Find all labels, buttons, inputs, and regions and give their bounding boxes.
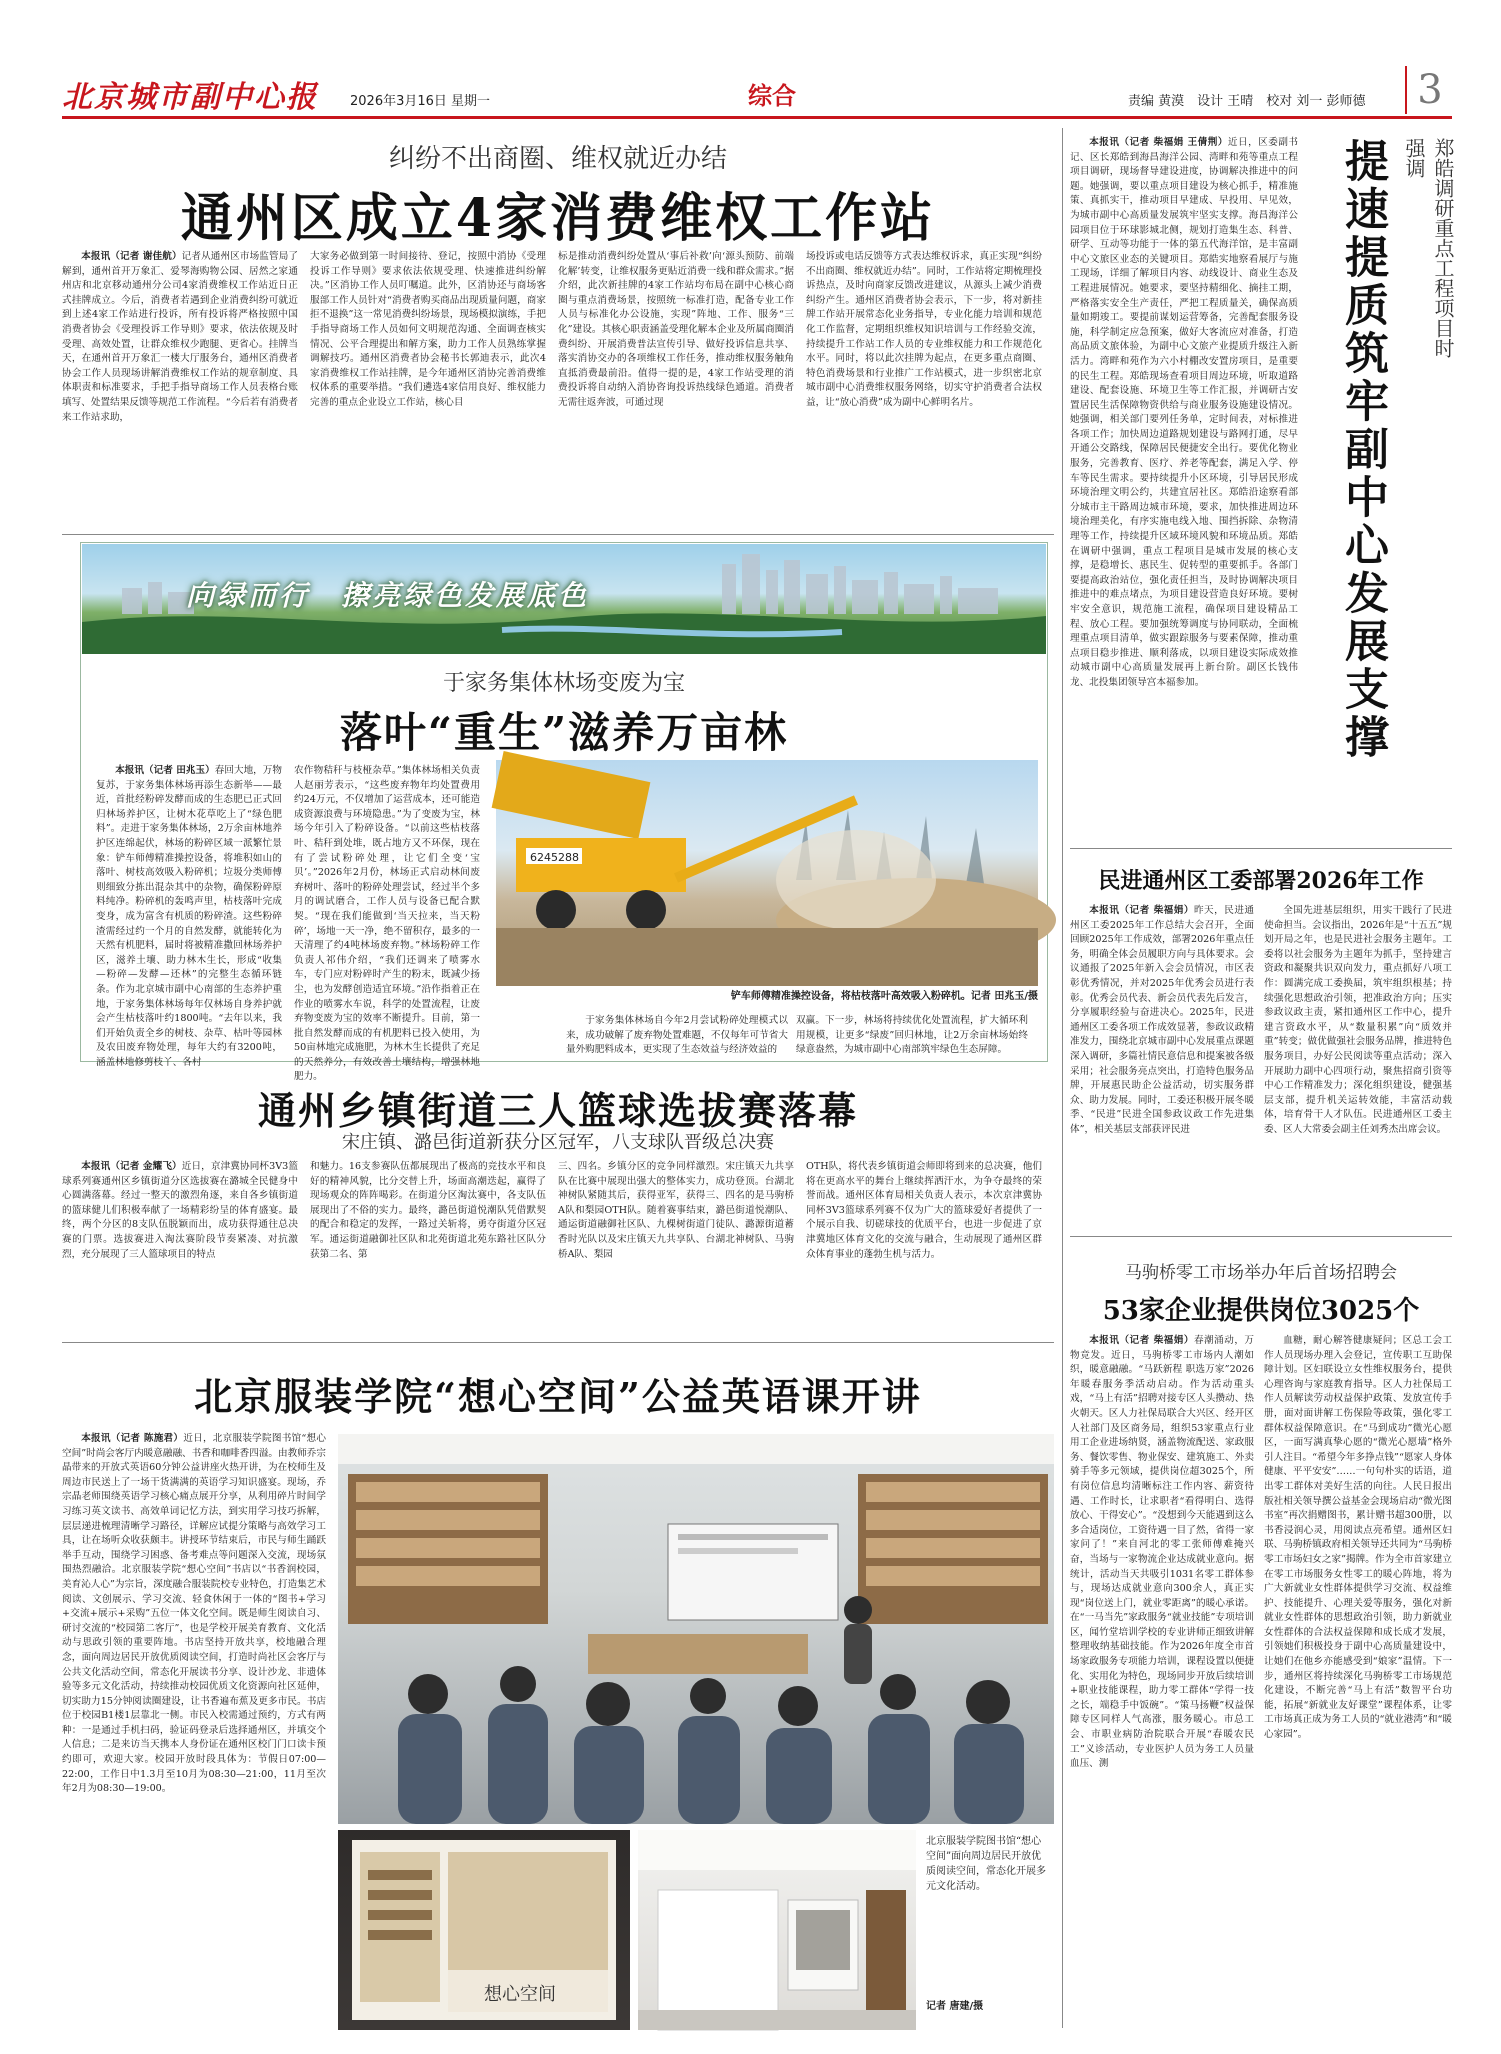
right-bottom-col2: 血糖，耐心解答健康疑问；区总工会工作人员现场办理入会登记，宣传职工互助保障计划。区妇联设立女性维权服务台，提供心理咨询与家庭教育指导。区人力社保局工作人员解读劳动权益保护政策、发放宣传手册，面对面讲解工伤保险等政策，强化零工群体权益保障意识。在“马到成功”微光心愿区，一面写满真挚心愿的“微光心愿墙”格外引人注目。“希望今年多挣点钱”“愿家人身体健康、平平安安”……一句句朴实的话语，道出零工群体对美好生活的向往。人民日报出版社相关领导撰公益基金会现场启动“微光图书室”再次捐赠图书，累计赠书超300册，以书香浸润心灵，用阅读点亮希望。通州区妇联、马驹桥镇政府相关领导还共同为“马驹桥零工市场妇女之家”揭牌。作为全市首家建立在零工市场服务女性零工的暖心阵地，将为广大新就业女性群体提供学习交流、权益维护、技能提升、心理关爱等服务，强化对新就业女性群体的思想政治引领，助力新就业女性群体的合法权益保障和成长成才发展，引领她们积极投身于副中心高质量建设中，让她们在他乡亦能感受到“娘家”温情。下一步，通州区将持续深化马驹桥零工市场规范化建设，不断完善“马上有活”数智平台功能，拓展“新就业友好课堂”课程体系，让零工市场真正成为务工人员的“就业港湾”和“暖心家园”。 — [1264, 1335, 1452, 1741]
divider — [62, 534, 1054, 535]
story1-col1 — [62, 250, 298, 530]
column-divider — [1062, 128, 1063, 2028]
right-top-byline: 本报讯（记者 柴福娟 王倩荆） — [1089, 137, 1228, 148]
bookstore-sign: 想心空间 — [484, 1984, 556, 2005]
section-name: 综合 — [748, 82, 796, 110]
story1-kicker: 纠纷不出商圈、维权就近办结 — [388, 144, 727, 174]
right-top-text — [1070, 136, 1298, 828]
right-bottom-col1 — [1070, 1334, 1254, 2034]
page-number: 3 — [1405, 66, 1453, 114]
paper-name: 北京城市副中心报 — [62, 80, 318, 115]
green-col3: 于家务集体林场自今年2月尝试粉碎处理模式以来，成功破解了废弃物处置难题，不仅每年可节省大量外购肥料成本，更实现了生态效益与经济效益的 — [566, 1015, 788, 1056]
right-bottom-kicker: 马驹桥零工市场举办年后首场招聘会 — [1125, 1263, 1397, 1283]
story3-col4: OTH队，将代表乡镇街道会师即将到来的总决赛，他们将在更高水平的舞台上继续挥洒汗水，为争夺最终的荣誉而战。通州区体育局相关负责人表示，本次京津冀协同杯3V3篮球系列赛不仅为广大的篮球爱好者提供了一个展示自我、切磋球技的优质平台，也进一步促进了京津冀地区体育文化的交流与融合，生动展现了通州区群众体育事业的蓬勃生机与活力。 — [806, 1161, 1042, 1260]
green-photo-caption: 铲车师傅精准操控设备，将枯枝落叶高效吸入粉碎机。记者 田兆玉/摄 — [730, 991, 1038, 1002]
editors-credit: 责编 黄漠 设计 王晴 校对 刘一 彭师德 — [1128, 94, 1366, 109]
right-mid-byline: 本报讯（记者 柴福娟） — [1089, 905, 1194, 916]
divider — [1070, 1236, 1452, 1237]
story1-col1-text: 记者从通州区市场监管局了解到，通州首开万象汇、爱琴海购物公园、居然之家通州店和北京移动通州分公司4家消费维权工作站近日正式挂牌成立。今后，消费者若遇到企业消费纠纷可就近到上述4家工作站进行投诉，所有投诉将严格按照中国消费者协会《受理投诉工作导则》要求，依法依规及时受理、高效处置，让群众维权少跑腿、更省心。挂牌当天，在通州首开万象汇一楼大厅服务台，通州区消费者协会工作人员现场讲解消费维权工作站的规章制度、具体职责和标准要求，手把手指导商场工作人员表格台账填写、处置结果反馈等规范工作流程。“今后若有消费者来工作站求助， — [62, 251, 298, 423]
story1-col4: 场投诉或电话反馈等方式表达维权诉求，真正实现“纠纷不出商圈、维权就近办结”。同时，工作站将定期梳理投诉热点，及时向商家反馈改进建议，从源头上减少消费纠纷产生。通州区消费者协会表示，下一步，将对新挂牌工作站开展常态化业务指导，专业化能力培训和规范化工作监督，定期组织维权知识培训与工作经验交流，持续提升工作站工作人员的专业维权能力和工作规范化水平。同时，将以此次挂牌为起点，在更多重点商圈、特色消费场景和行业推广工作站模式，进一步织密北京城市副中心消费维权服务网络，切实守护消费者合法权益，让“放心消费”成为副中心鲜明名片。 — [806, 251, 1042, 408]
right-top-headline: 提速提质筑牢副中心发展支撑 — [1337, 138, 1388, 762]
story4-photo-credit: 记者 唐建/摄 — [926, 2001, 984, 2012]
wood-chipper-photo — [496, 760, 1038, 986]
right-mid-col1 — [1070, 904, 1254, 1224]
right-top-kicker: 郑皓调研重点工程项目时强调 — [1402, 138, 1455, 358]
right-bottom-title: 53家企业提供岗位3025个 — [1102, 1296, 1420, 1326]
right-top-body: 近日，区委副书记、区长郑皓到海昌海洋公园、湾畔和苑等重点工程项目调研，现场督导建设进度，协调解决推进中的问题。她强调，要以重点项目建设为核心抓手，精准施策、真抓实干，推动项目早建成、早投用、早见效，为城市副中心高质量发展筑牢坚实支撑。海昌海洋公园项目位于环球影城北侧，规划打造集生态、科普、研学、互动等功能于一体的第五代海洋馆，是丰富副中心文旅区业态的关键项目。郑皓实地察看展厅与施工现场，详细了解项目内容、动线设计、商业生态及工程进展情况。她要求，要坚持精细化、摘挂工期，严格落实安全生产责任，严把工程质量关，确保高质量如期竣工。要提前谋划运营筹备，完善配套服务设施，科学制定应急预案，做好大客流应对准备，打造高品质文旅体验，为副中心文旅产业提质升级注入新活力。湾畔和苑作为六小村棚改安置房项目，是重要的民生工程。郑皓现场查看项目周边环境，听取道路建设、配套设施、环境卫生等工作汇报，并调研古安置居民生活保障物资供给与商业服务设施建设情况。她强调，相关部门要列任务单，定时间表，对标推进各项工作；加快周边道路规划建设与路网打通，尽早开通公交路线，保障居民便捷安全出行。要优化物业服务，完善教育、医疗、养老等配套，满足入学、停车等民生需求。要持续提升小区环境，引导居民形成环境治理文明公约，共建宜居社区。郑皓沿途察看部分城市主干路周边城市环境，要求，加快推进周边环境治理美化，有序实施电线入地、围挡拆除、杂物清理等工作，持续提升区域环境风貌和环境品质。郑皓在调研中强调，重点工程项目是城市发展的核心支撑，是稳增长、惠民生、促转型的重要抓手。各部门要提高政治站位，强化责任担当，及时协调解决项目推进中的难点堵点，为项目建设营造良好环境。要树牢安全意识，规范施工流程，确保项目建设精品工程、放心工程。要加强统筹调度与协同联动，全面梳理重点项目清单，做实跟踪服务与要素保障，推动重点项目稳步推进、顺利落成，以项目建设实际成效推动城市副中心高质量发展再上新台阶。副区长钱伟龙、北投集团领导宫本福参加。 — [1070, 137, 1299, 688]
green-col2: 农作物秸秆与枝桠杂草。”集体林场相关负责人赵丽芳表示，“这些废弃物年均处置费用约24万元，不仅增加了运营成本，还可能造成资源浪费与环境隐患。”为了变废为宝，林场今年引入了粉碎设备。“以前这些枯枝落叶、秸秆到处堆，既占地方又不环保，现在有了尝试粉碎处理，让它们全变‘宝贝’。”2026年2月份，林场正式启动林间废弃树叶、落叶的粉碎处理尝试，经过半个多月的调试磨合，工作人员与设备已配合默契。“现在我们能做到‘当天拉来，当天粉碎’，场地一天一净，绝不留积存，最多的一天清理了约4吨林场废弃物。”林场粉碎工作负责人祁伟介绍，“我们还调来了喷雾水车，专门应对粉碎时产生的粉末，既减少扬尘，也为发酵创造适宜环境。”沿作指着正在作业的喷雾水车说，科学的处置流程，让废弃物变废为宝的效率不断提升。目前，第一批自然发酵而成的有机肥料已投入使用，为50亩林地完成施肥，为林木生长提供了充足的天然养分，有效改善土壤结构，增强林地肥力。 — [294, 765, 480, 1083]
masthead-rule — [62, 116, 1452, 119]
story3-title: 通州乡镇街道三人篮球选拔赛落幕 — [257, 1088, 858, 1133]
green-col1-text: 春回大地，万物复苏，于家务集体林场再添生态新举——最近，首批经粉碎发酵而成的生态肥已正式回归林场养护区，让树木花草吃上了“绿色肥料”。走进于家务集体林场，2万余亩林地养护区连绵起伏，林场的粉碎区域一派繁忙景象：铲车师傅精准操控设备，将堆积如山的落叶、树枝高效吸入粉碎机；垃圾分类师傅则细致分拣出混杂其中的杂物，确保粉碎原料纯净。粉碎机的轰鸣声里，枯枝落叶完成变身，成为富含有机质的粉碎渣。这些粉碎渣需经过约一个月的自然发酵，就能转化为天然有机肥料，届时将被精准撒回林场养护区，滋养土壤、助力林木生长，形成“收集—粉碎—发酵—还林”的完整生态循环链条。作为北京城市副中心南部的生态养护重地，于家务集体林场每年仅林场自身养护就会产生枯枝落叶约1800吨。“去年以来，我们开始负责全乡的树枝、杂草、枯叶等园林及农田废弃物处理，每年大约有3200吨，涵盖林地修剪枝丫、各村 — [96, 765, 283, 1068]
bookstore-entrance-photo — [338, 1830, 630, 2030]
divider — [62, 1342, 1054, 1343]
machine-plate-number: 6245288 — [530, 851, 579, 864]
story3-col1-text: 近日，京津冀协同杯3V3篮球系列赛通州区乡镇街道分区选拔赛在潞城全民健身中心圆满落幕。经过一整天的激烈角逐，来自各乡镇街道的篮球健儿们积极奉献了一场精彩纷呈的体育盛宴。最终，两个分区的8支队伍脱颖而出，成功获得通往总决赛的门票。选拔赛进入淘汰赛阶段节奏紧凑、对抗激烈，充分展现了三人篮球项目的特点 — [62, 1161, 298, 1260]
right-mid-col1-text: 昨天，民进通州区工委2025年工作总结大会召开，全面回顾2025年工作成效，部署2026年重点任务，明确全体会员履职方向与具体要求。会议通报了2025年新入会会员情况，市区表彰优秀情况，并对2025年优秀会员进行表彰。优秀会员代表、新会员代表先后发言，分享履职经验与奋进决心。2025年，民进通州区工委各项工作成效显著，参政议政精准发力，围绕北京城市副中心发展重点课题深入调研，多篇社情民意信息和提案被各级采用；社会服务亮点突出，打造特色服务品牌，开展惠民助企公益活动，切实服务群众、助力发展。同时，工委还积极开展冬暖季、“民进”民进全国参政议政工作先进集体”，相关基层支部获评民进 — [1070, 905, 1255, 1135]
green-kicker: 于家务集体林场变废为宝 — [442, 671, 685, 696]
story4-photo-caption: 北京服装学院图书馆“想心空间”面向周边居民开放优质阅读空间，常态化开展多元文化活动。 — [926, 1836, 1046, 1892]
green-slogan: 向绿而行 擦亮绿色发展底色 — [186, 579, 590, 612]
story4-title: 北京服装学院“想心空间”公益英语课开讲 — [194, 1374, 922, 1419]
right-mid-col2: 全国先进基层组织，用实干践行了民进使命担当。会议指出，2026年是“十五五”规划开局之年，也是民进社会服务主题年。工委将以社会服务为主题年为抓手，坚持建言资政和凝聚共识双向发力，重点抓好八项工作：圆满完成工委换届，筑牢组织根基；持续强化思想政治引领，把准政治方向；压实参政议政主责，紧扣通州区工作中心，提升建言资政水平，从“数量积累”向“质效并重”转变；做优做强社会服务品牌，推进特色服务项目，办好公民阅读等重点活动；深入开展助力副中心四项行动，聚焦招商引资等中心工作精准发力；深化组织建设，健强基层支部，提升机关运转效能，丰富活动载体，培育骨干人才队伍。民进通州区工委主委、区人大常委会副主任刘秀杰出席会议。 — [1264, 905, 1452, 1135]
story1-col2: 大家务必做到第一时间接待、登记，按照中消协《受理投诉工作导则》要求依法依规受理、快速推进纠纷解决。”区消协工作人员叮嘱道。此外，区消协还与商场客服部工作人员针对“消费者购买商品出现质量问题，商家拒不退换”这一常见消费纠纷场景，现场模拟演练，手把手指导商场工作人员如何文明规范沟通、全面调查核实情况、公平合理提出和解方案，助力工作人员熟练掌握调解技巧。通州区消费者协会秘书长郭迪表示，此次4家消费维权工作站挂牌，是今年通州区消协完善消费维权体系的重要举措。“我们遴选4家信用良好、维权能力完善的重点企业设立工作站，核心目 — [310, 251, 546, 408]
story4-body: 近日，北京服装学院图书馆“想心空间”时尚会客厅内暖意融融、书香和咖啡香四溢。由教师乔宗晶带来的开放式英语60分钟公益讲座火热开讲，为在校师生及周边市民送上了一场干货满满的英语学习知识盛宴。现场，乔宗晶老师围绕英语学习核心痛点展开分享，从利用碎片时间学习练习英文读书、高效单词记忆方法，到实用学习技巧拆解，层层递进梳理清晰学习路径，详解应试提分策略与高效学习工具，让在场听众收获颇丰。讲授环节结束后，市民与师生踊跃举手互动，围绕学习困惑、备考难点等问题深入交流，现场氛围热烈融洽。北京服装学院“想心空间”书店以“书香润校园，美育沁人心”为宗旨，深度融合服装院校专业特色，打造集艺术阅读、文创展示、学习交流、轻食休闲于一体的“图书+学习+交流+展示+采购”五位一体文化空间。既是师生阅读自习、研讨交流的“校园第二客厅”，也是学校开展美育教育、文化活动与思政引领的重要阵地。书店坚持开放共享，校地融合理念，面向周边居民开放优质阅读空间，打造时尚社区会客厅与公共文化活动空间，常态化开展读书分享、设计沙龙、非遗体验等多元文化活动，持续推动校园优质文化资源向社区延伸，切实助力15分钟阅读圈建设，让书香遍布蕉及更多市民。书店位于校园B1楼1层靠北一侧。市民入校需通过预约，方式有两种：一是通过手机扫码，验证码登录后选择通州区，并填交个人信息；二是来访当天携本人身份证在通州区校门门口读卡预约即可，欢迎大家。校园开放时段具体为：节假日07:00—22:00，工作日中1.3月至10月为08:30—21:00，11月至次年2月为08:30—19:00。 — [62, 1433, 327, 1795]
story3-col3: 三、四名。乡镇分区的竞争同样激烈。宋庄镇天九共享队在比赛中展现出强大的整体实力，成功登顶。台湖北神树队紧随其后，获得亚军，获得三、四名的是马驹桥A队和梨园OTH队。随着赛事结束，潞邑街道悦潮队、通运街道融御社区队、九棵树街道门徒队、潞源街道蓄香时光队以及宋庄镇天九共享队、台湖北神树队、马驹桥A队、梨园 — [558, 1161, 794, 1260]
english-class-photo — [338, 1434, 1054, 1824]
story3-byline: 本报讯（记者 金耀飞） — [81, 1161, 182, 1172]
story1-byline: 本报讯（记者 谢佳航） — [81, 251, 182, 262]
story1-col3: 标是推动消费纠纷处置从‘事后补救’向‘源头预防、前端化解’转变，让维权服务更贴近消费一线和群众需求。”据介绍，此次新挂牌的4家工作站均布局在副中心核心商圈与重点消费场景，按照统一标准打造，配备专业工作人员与标准化办公设施，实现”阵地、工作、服务“三化”建设。其核心职责涵盖受理化解本企业及所属商圈消费纠纷、开展消费普法宣传引导、做好投诉信息共享、落实消协交办的各项维权工作任务，推动维权服务触角直抵消费最前沿。值得一提的是，4家工作站受理的消费投诉将自动纳入消协咨询投诉热线绿色通道。消费者无需往返奔波，可通过现 — [558, 251, 794, 408]
green-byline: 本报讯（记者 田兆玉） — [115, 765, 215, 776]
green-title: 落叶“重生”滋养万亩林 — [339, 708, 789, 757]
green-col1 — [96, 764, 283, 1068]
story4-byline: 本报讯（记者 陈施君） — [81, 1433, 184, 1444]
story3-col1 — [62, 1160, 298, 1330]
gallery-corridor-photo — [638, 1830, 916, 2030]
green-col4: 双赢。下一步，林场将持续优化处置流程，扩大循环利用规模，让更多“绿废”回归林地，让2万余亩林场始终绿意盎然，为城市副中心南部筑牢绿色生态屏障。 — [796, 1015, 1028, 1056]
story1-title: 通州区成立4家消费维权工作站 — [180, 188, 936, 249]
issue-date: 2026年3月16日 星期一 — [350, 94, 491, 109]
story3-subtitle: 宋庄镇、潞邑街道新获分区冠军，八支球队晋级总决赛 — [342, 1132, 774, 1153]
right-bottom-col1-text: 春潮涌动，万物竞发。近日，马驹桥零工市场内人潮如织，暖意融融。“马跃新程 职选万家”2026年暖春服务季活动启动。作为活动重头戏，“马上有活”招聘对接专区人头攒动、热火朝天。区人力社保局联合大兴区、经开区人社部门及区商务局，组织53家重点行业用工企业进场纳贤，涵盖物流配送、家政服务、餐饮零售、物业保安、建筑施工、外卖骑手等多元领域，提供岗位超3025个，所有岗位信息均清晰标注工作内容、薪资待遇、工作时长，让求职者“看得明白、选得放心、干得安心”。“没想到今天能遇到这么多合适岗位，工资待遇一目了然，省得一家家问了！”来自河北的零工张师傅难掩兴奋，当场与一家物流企业达成就业意向。据统计，活动当天共吸引1031名零工群体参与，现场达成就业意向300余人，真正实现“岗位送上门，就业零距离”的暖心承诺。在“一马当先”家政服务“就业技能”专项培训区，闻竹堂培训学校的专业讲师正细致讲解整理收纳基础技能。作为2026年度全市首场家政服务专项能力培训，课程设置以便捷化、实用化为特色，现场同步开放后续培训+职业技能课程，助力零工群体“学得一技之长，端稳手中饭碗”。“策马扬鞭”权益保障专区同样人气高涨，服务暖心。市总工会、市职业病防治院联合开展“春暖农民工”义诊活动，专业医护人员为务工人员量血压、测 — [1070, 1335, 1255, 1770]
right-bottom-byline: 本报讯（记者 柴福娟） — [1089, 1335, 1194, 1346]
story4-text — [62, 1432, 326, 1962]
divider — [1070, 848, 1452, 849]
right-mid-title: 民进通州区工委部署2026年工作 — [1098, 868, 1424, 894]
story3-col2: 和魅力。16支参赛队伍都展现出了极高的竞技水平和良好的精神风貌，比分交替上升，场面高潮迭起，赢得了现场观众的阵阵喝彩。在街道分区淘汰赛中，各支队伍展现出了不俗的实力。最终，潞邑街道悦潮队凭借默契的配合和稳定的发挥，一路过关斩将，勇夺街道分区冠军。通运街道融御社区队和北苑街道北苑东路社区队分获第二名、第 — [310, 1161, 546, 1260]
